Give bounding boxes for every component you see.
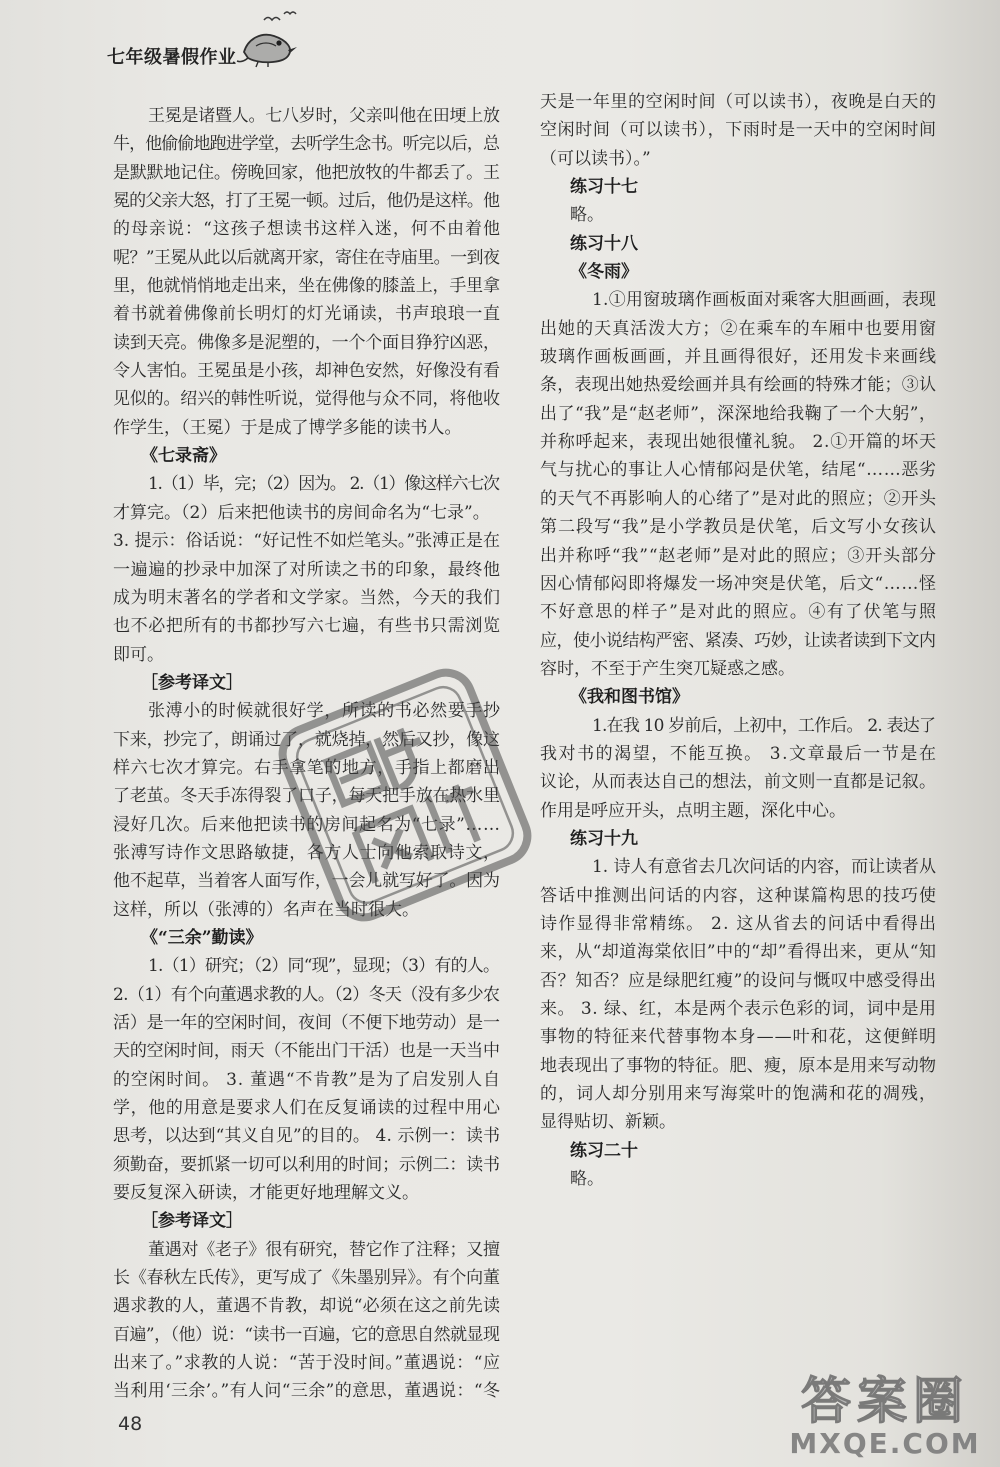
text-line-content: 诗作显得非常精练。 2. 这从省去的问话中看得出 (540, 913, 938, 934)
answer-paragraph (113, 102, 500, 442)
text-line (141, 1207, 500, 1235)
text-line-content: 1.（1）毕，完；（2）因为。 2.（1）像这样六七次 (148, 474, 499, 495)
text-line (113, 1377, 500, 1405)
text-line (113, 414, 500, 442)
text-line-content: 呢？”王冕从此以后就离开家，寄住在寺庙里。一到夜 (113, 247, 500, 268)
text-line-content: 的母亲说：“这孩子想读书这样入迷，何不由着他 (113, 219, 502, 240)
text-line-content: 来，从“却道海棠依旧”中的“却”看得出来，更从“知 (540, 942, 937, 963)
text-line-content: 作学生，（王冕）于是成了博学多能的读书人。 (113, 417, 462, 438)
text-line (113, 1179, 500, 1207)
text-line-content: 事物的特征来代替事物本身——叶和花，这便鲜明 (540, 1027, 938, 1048)
watermark-logo-text: 答案圈 (801, 1372, 969, 1430)
text-line (540, 456, 936, 484)
text-line-content: 2.（1）有个向董遇求教的人。（2）冬天（没有多少农 (113, 984, 500, 1005)
text-line-content: 遇求教的人，董遇不肯教，却说“必须在这之前先读 (113, 1296, 501, 1317)
text-line-content: 我对书的渴望，不能互换。 3.文章最后一节是在 (540, 743, 938, 764)
text-line (540, 145, 936, 173)
watermark-logo (782, 1374, 988, 1460)
answer-paragraph (540, 88, 936, 173)
text-line (540, 513, 936, 541)
text-line-content: 气与扰心的事让人心情郁闷是伏笔，结尾“……恶劣 (540, 460, 937, 481)
text-line (570, 258, 936, 286)
text-line-content: 作用是呼应开头，点明主题，深化中心。 (540, 800, 846, 821)
answer-paragraph (540, 853, 936, 1136)
page-number: 48 (118, 1413, 143, 1435)
text-line-content: 读到天亮。佛像多是泥塑的，一个个面目狰狞凶恶， (113, 332, 500, 353)
answer-paragraph (113, 1236, 500, 1406)
text-line (540, 655, 936, 683)
text-line (141, 442, 500, 470)
text-line-content: 因心情郁闷即将爆发一场冲突是伏笔，后文“……怪 (540, 573, 937, 594)
section-heading (113, 442, 500, 470)
text-line-content: 活）是一年的空闲时间，夜间（不便下地劳动）是一 (113, 1013, 500, 1033)
text-line-content: 里，他就悄悄地走出来，坐在佛像的膝盖上，手里拿 (113, 276, 500, 297)
section-heading-text: 练习十九 (570, 828, 638, 849)
text-line (113, 981, 500, 1009)
text-line-content: 牛，他偷偷地跑进学堂，去听学生念书。听完以后，总 (113, 134, 500, 155)
text-line (540, 343, 936, 371)
section-heading-text: 《我和图书馆》 (570, 687, 689, 708)
text-line-content: 张溥小的时候就很好学，所读的书必然要手抄 (148, 701, 501, 722)
text-line-content: 1.①用窗玻璃作画板面对乘客大胆画画，表现 (592, 290, 937, 311)
text-line (113, 1349, 500, 1377)
text-line-content: 下来，抄完了，朗诵过了，就烧掉，然后又抄，像这 (113, 729, 500, 750)
text-line (113, 130, 500, 158)
text-line (540, 882, 936, 910)
header-ornament-illustration (236, 8, 306, 68)
text-line-content: 出了“我”是“赵老师”，深深地给我鞠了一个大躬”， (540, 403, 937, 424)
text-line (113, 556, 500, 584)
text-line-content: 是默默地记住。傍晚回家，他把放牧的牛都丢了。王 (113, 162, 500, 183)
text-line-content: 天的空闲时间，雨天（不能出门干活）也是一天当中 (113, 1041, 500, 1062)
text-line-content: 样六七次才算完。右手拿笔的地方，手指上都磨出 (113, 757, 501, 778)
text-line (113, 1151, 500, 1179)
text-line-content: 玻璃作画板画画，并且画得很好，还用发卡来画线 (540, 347, 938, 368)
text-line-content: 百遍”，（他）说：“读书一百遍，它的意思自然就显现 (113, 1324, 500, 1345)
omitted-answer-note (540, 201, 936, 229)
text-line (148, 1236, 500, 1264)
text-line-content: 长《春秋左氏传》，更写成了《朱墨别异》。有个向董 (113, 1268, 500, 1289)
text-line-content: 出并称呼“我”“赵老师”是对此的照应；③开头部分 (540, 545, 937, 566)
text-line (113, 1292, 500, 1320)
text-line (592, 712, 936, 740)
text-line-content: 地表现出了事物的特征。肥、瘦，原本是用来写动物 (540, 1055, 937, 1076)
text-line (540, 1052, 936, 1080)
text-line-content: 冕的父亲大怒，打了王冕一顿。过后，他仍是这样。他 (113, 191, 500, 212)
text-line (540, 1108, 936, 1136)
text-line (113, 187, 500, 215)
text-line-content: 须勤奋，要抓紧一切可以利用的时间；示例二：读书 (113, 1154, 500, 1175)
text-line-content: 天是一年里的空闲时间（可以读书），夜晚是白天的 (540, 92, 937, 112)
note-text: 略。 (570, 1169, 604, 1190)
text-line (113, 1122, 500, 1150)
answer-paragraph (113, 981, 500, 1208)
section-heading-text: 练习二十 (570, 1140, 638, 1161)
section-heading (540, 173, 936, 201)
text-line-content: 应，使小说结构严密、紧凑、巧妙，让读者读到下文内 (540, 630, 936, 651)
text-line (540, 740, 936, 768)
watermark-stamp (250, 640, 560, 950)
text-line (570, 1137, 936, 1165)
text-line (113, 329, 500, 357)
text-line (570, 683, 936, 711)
text-line (540, 1080, 936, 1108)
text-line (113, 1264, 500, 1292)
text-line (540, 88, 936, 116)
text-line-content: 一遍遍的抄录中加深了对所读之书的印象，最终他 (113, 559, 501, 580)
text-line (540, 967, 936, 995)
text-line (592, 853, 936, 881)
text-line (113, 357, 500, 385)
text-line-content: 的天气不再影响人的心绪了”是对此的照应；②开头 (540, 488, 937, 509)
text-line (540, 627, 936, 655)
text-line (113, 1321, 500, 1349)
answer-paragraph (113, 952, 500, 980)
text-line-content: 容时，不至于产生突兀疑惑之感。 (540, 658, 795, 679)
text-line (540, 485, 936, 513)
text-line-content: 并称呼起来，表现出她很懂礼貌。 2.①开篇的坏天 (540, 432, 937, 453)
text-line-content: 来。 3. 绿、红，本是两个表示色彩的词，词中是用 (540, 999, 937, 1019)
text-line-content: （可以读书）。” (540, 148, 651, 169)
text-line (113, 1066, 500, 1094)
text-line-content: 着书就着佛像前长明灯的灯光诵读，书声琅琅一直 (113, 304, 501, 325)
text-line (113, 272, 500, 300)
text-line-content: 当利用‘三余’。”有人问“三余”的意思，董遇说：“冬 (113, 1381, 501, 1402)
text-line-content: 1. 诗人有意省去几次问话的内容，而让读者从 (592, 857, 936, 878)
text-line (113, 612, 500, 640)
text-line-content: 出来了。”求教的人说：“苦于没时间。”董遇说：“应 (113, 1353, 501, 1374)
text-line-content: 否？知否？应是绿肥红瘦”的设问与慨叹中感受得出 (540, 970, 937, 991)
text-line (113, 1009, 500, 1037)
text-line (570, 230, 936, 258)
text-line-content: 答话中推测出问话的内容，这种谋篇构思的技巧使 (540, 885, 938, 906)
text-line (570, 1165, 936, 1193)
text-line (592, 286, 936, 314)
text-line (540, 598, 936, 626)
text-line (540, 542, 936, 570)
text-line-content: 令人害怕。王冕虽是小孩，却神色安然，好像没有看 (113, 361, 500, 382)
text-line-content: 王冕是诸暨人。七八岁时，父亲叫他在田埂上放 (148, 106, 500, 126)
answer-paragraph (113, 470, 500, 527)
text-line (148, 470, 500, 498)
text-line-content: 学，他的用意是要求人们在反复诵读的过程中用心 (113, 1098, 501, 1119)
text-line-content: 要反复深入研读，才能更好地理解文义。 (113, 1183, 419, 1204)
text-line (540, 995, 936, 1023)
text-line (113, 1094, 500, 1122)
omitted-answer-note (540, 1165, 936, 1193)
section-heading-text: 练习十七 (570, 177, 638, 198)
section-heading (540, 825, 936, 853)
text-line-content: 3. 提示：俗话说：“好记性不如烂笔头。”张溥正是在 (113, 531, 500, 552)
text-line (113, 527, 500, 555)
text-line (570, 825, 936, 853)
text-line (113, 1037, 500, 1065)
text-line (540, 570, 936, 598)
text-line-content: 才算完。（2）后来把他读书的房间命名为“七录”。 (113, 502, 490, 523)
section-heading-text: 《冬雨》 (570, 262, 638, 283)
text-line (113, 584, 500, 612)
text-line-content: 即可。 (113, 644, 164, 665)
watermark-site-text: MXQE.COM (789, 1427, 981, 1460)
text-line-content: 成为明末著名的学者和文学家。当然，今天的我们 (113, 587, 501, 608)
text-line (540, 910, 936, 938)
text-line-content: 这样，所以（张溥的）名声在当时很大。 (113, 899, 419, 920)
text-line-content: 出她的天真活泼大方；②在乘车的车厢中也要用窗 (540, 318, 938, 339)
answer-paragraph (540, 286, 936, 683)
text-line (113, 215, 500, 243)
running-header-title: 七年级暑假作业 (107, 47, 237, 68)
text-line-content: 张溥写诗作文思路敏捷，各方人士向他索取诗文， (113, 842, 501, 863)
text-line (570, 173, 936, 201)
text-line (540, 116, 936, 144)
text-line (113, 300, 500, 328)
text-line (113, 159, 500, 187)
text-line (148, 102, 500, 130)
section-heading-text: 练习十八 (570, 233, 638, 254)
text-line (540, 315, 936, 343)
text-line-content: 了老茧。冬天手冻得裂了口子，每天把手放在热水里 (113, 786, 500, 807)
section-heading-text: 《七录斋》 (141, 446, 226, 467)
section-heading-text: ［参考译文］ (141, 1211, 243, 1232)
text-line (113, 385, 500, 413)
text-line-content: 思考，以达到“其义自见”的目的。 4. 示例一：读书 (113, 1126, 501, 1147)
text-line-content: 他不起草，当着客人面写作，一会儿就写好了。因为 (113, 871, 500, 892)
text-line (540, 1023, 936, 1051)
text-line-content: 的空闲时间。 3. 董遇“不肯教”是为了启发别人自 (113, 1069, 501, 1090)
text-line (540, 428, 936, 456)
text-line (570, 201, 936, 229)
section-heading (540, 230, 936, 258)
text-line-content: 也不必把所有的书都抄写六七遍，有些书只需浏览 (113, 616, 501, 637)
text-line (540, 797, 936, 825)
text-line-content: 浸好几次。后来他把读书的房间起名为“七录”…… (113, 814, 501, 835)
text-line-content: 议论，从而表达自己的想法，前文则一直都是记叙。 (540, 772, 937, 793)
note-text: 略。 (570, 205, 604, 226)
text-line-content: 不好意思的样子”是对此的照应。④有了伏笔与照 (540, 602, 938, 623)
section-heading (540, 1137, 936, 1165)
text-line-content: 条，表现出她热爱绘画并具有绘画的特殊才能；③认 (540, 375, 937, 396)
right-column (540, 88, 936, 1193)
text-line (540, 938, 936, 966)
text-line (113, 499, 500, 527)
text-line (540, 400, 936, 428)
text-line-content: 第二段写“我”是小学教员是伏笔，后文写小女孩认 (540, 517, 937, 538)
text-line-content: 显得贴切、新颖。 (540, 1112, 676, 1133)
section-heading (540, 258, 936, 286)
text-line-content: 1.在我 10 岁前后，上初中，工作后。 2. 表达了 (592, 715, 936, 736)
text-line (540, 371, 936, 399)
section-heading-text: ［参考译文］ (141, 672, 243, 693)
text-line (148, 952, 500, 980)
section-heading (113, 1207, 500, 1235)
text-line (540, 768, 936, 796)
section-heading (540, 683, 936, 711)
text-line-content: 空闲时间（可以读书），下雨时是一天中的空闲时间 (540, 120, 937, 141)
text-line-content: 1.（1）研究；（2）同“现”，显现；（3）有的人。 (148, 956, 500, 977)
section-heading-text: 《“三余”勤读》 (141, 927, 263, 948)
text-line-content: 的，词人却分别用来写海棠叶的饱满和花的凋残， (540, 1084, 938, 1105)
text-line-content: 见似的。绍兴的韩性听说，觉得他与众不同，将他收 (113, 389, 500, 410)
text-line-content: 董遇对《老子》很有研究，替它作了注释；又擅 (148, 1239, 500, 1260)
answer-paragraph (540, 712, 936, 825)
text-line (113, 244, 500, 272)
